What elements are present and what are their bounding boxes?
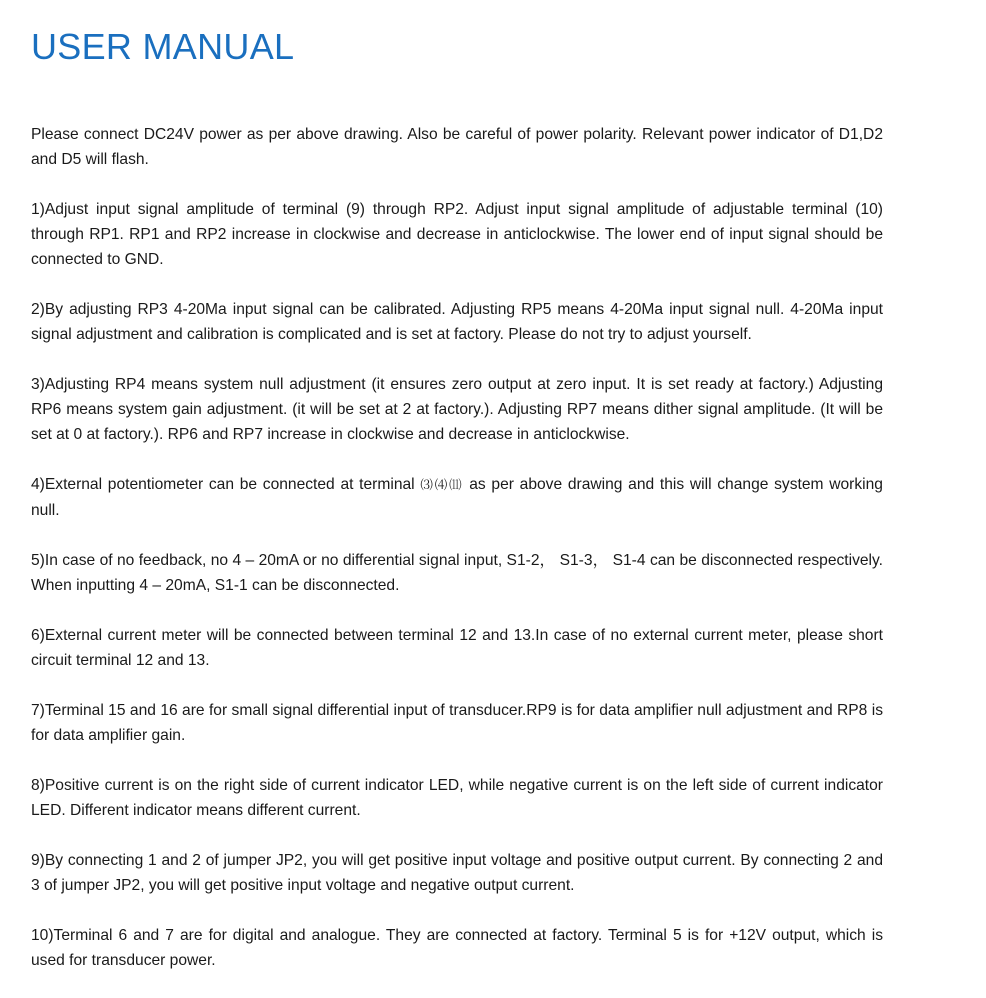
instruction-item-8: 8)Positive current is on the right side of current indicator LED, while negative current is on the left side of current indicator LED. Different indicator means different current. [31,777,883,819]
instruction-item-10: 10)Terminal 6 and 7 are for digital and analogue. They are connected at factory. Terminal 5 is for +12V output, which is used for transducer power. [31,927,883,969]
instruction-item-4 [31,472,883,523]
instruction-item-1: 1)Adjust input signal amplitude of terminal (9) through RP2. Adjust input signal amplitude of adjustable terminal (10) through RP1. RP1 and RP2 increase in clockwise and decrease in anticlockwise. The lower end of input signal should be connected to GND. [31,201,883,268]
manual-content [31,122,883,973]
intro-paragraph: Please connect DC24V power as per above drawing. Also be careful of power polarity. Relevant power indicator of D1,D2 and D5 will flash. [31,126,883,168]
item-4-text-before: 4)External potentiometer can be connected at terminal [31,476,415,493]
instruction-item-7: 7)Terminal 15 and 16 are for small signal differential input of transducer.RP9 is for data amplifier null adjustment and RP8 is for data amplifier gain. [31,702,883,744]
instruction-item-2: 2)By adjusting RP3 4-20Ma input signal can be calibrated. Adjusting RP5 means 4-20Ma input signal null. 4-20Ma input signal adjustment and calibration is complicated and is set at factory. Please do not try to adjust yourself. [31,301,883,343]
page-title: USER MANUAL [31,26,295,67]
item-4-terminals: ⑶⑷⑾ [420,478,464,492]
instruction-item-6: 6)External current meter will be connected between terminal 12 and 13.In case of no external current meter, please short circuit terminal 12 and 13. [31,627,883,669]
instruction-item-3: 3)Adjusting RP4 means system null adjustment (it ensures zero output at zero input. It is set ready at factory.) Adjusting RP6 means system gain adjustment. (it will be set at 2 at factory.). Adjusting RP7 means dither signal amplitude. (It will be set at 0 at factory.). RP6 and RP7 increase in clockwise and decrease in anticlockwise. [31,376,883,443]
instruction-item-5: 5)In case of no feedback, no 4 – 20mA or no differential signal input, S1-2， S1-3， S1-4 can be disconnected respectively. When inputting 4 – 20mA, S1-1 can be disconnected. [31,552,883,594]
item-4-text-after: as per above drawing and this will change system working null. [31,476,883,519]
instruction-item-9: 9)By connecting 1 and 2 of jumper JP2, you will get positive input voltage and positive output current. By connecting 2 and 3 of jumper JP2, you will get positive input voltage and negative output current. [31,852,883,894]
manual-page [31,0,883,998]
